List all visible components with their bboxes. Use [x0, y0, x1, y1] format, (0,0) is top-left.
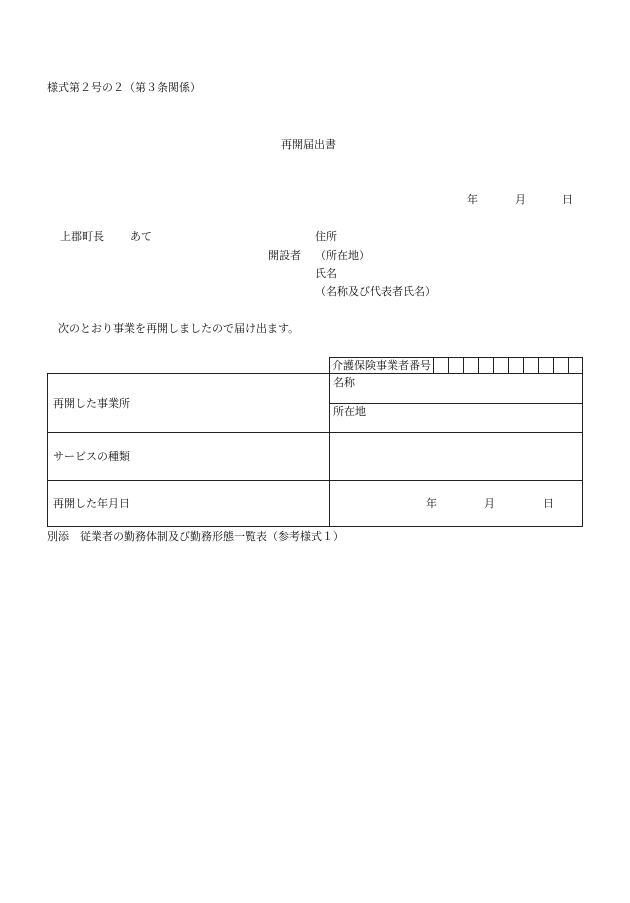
- digit-divider: [568, 357, 569, 374]
- row-label-service-type: サービスの種類: [53, 450, 130, 463]
- office-name-label: 名称: [333, 376, 355, 389]
- recipient: 上郡町長: [60, 230, 104, 243]
- table-row-divider: [47, 480, 583, 481]
- provider-box-right: [582, 357, 583, 374]
- digit-divider: [493, 357, 494, 374]
- table-column-divider: [329, 373, 330, 527]
- address-label: 住所: [315, 230, 337, 243]
- digit-divider: [523, 357, 524, 374]
- recipient-honorific: あて: [130, 230, 152, 243]
- provider-box-left: [329, 357, 330, 374]
- date-month-label: 月: [515, 193, 526, 206]
- provider-box-top: [329, 357, 583, 358]
- digit-divider: [433, 357, 434, 374]
- form-number: 様式第２号の２（第３条関係）: [47, 81, 201, 94]
- table-border-left: [47, 373, 48, 527]
- row-label-reopen-date: 再開した年月日: [53, 497, 130, 510]
- name-label: 氏名: [315, 267, 337, 280]
- digit-divider: [463, 357, 464, 374]
- digit-divider: [448, 357, 449, 374]
- digit-divider: [538, 357, 539, 374]
- name-sub-label: （名称及び代表者氏名）: [315, 285, 436, 298]
- applicant-label: 開設者: [268, 249, 301, 262]
- digit-divider: [553, 357, 554, 374]
- document-title: 再開届出書: [281, 138, 336, 151]
- reopen-date-day: 日: [543, 497, 554, 510]
- reopen-date-year: 年: [426, 497, 437, 510]
- address-sub-label: （所在地）: [315, 249, 370, 262]
- digit-divider: [478, 357, 479, 374]
- date-day-label: 日: [562, 193, 573, 206]
- notice-text: 次のとおり事業を再開しましたので届け出ます。: [58, 322, 300, 335]
- reopen-date-month: 月: [484, 497, 495, 510]
- table-row-divider: [47, 432, 583, 433]
- digit-divider: [508, 357, 509, 374]
- date-year-label: 年: [467, 193, 478, 206]
- attachment-note: 別添 従業者の勤務体制及び勤務形態一覧表（参考様式１）: [47, 530, 344, 543]
- row-label-reopened-office: 再開した事業所: [53, 397, 130, 410]
- table-border-right: [582, 373, 583, 527]
- table-border-bottom: [47, 526, 583, 527]
- table-border-top: [47, 373, 583, 374]
- table-row-divider: [329, 403, 583, 404]
- office-location-label: 所在地: [333, 405, 366, 418]
- provider-number-label: 介護保険事業者番号: [332, 359, 431, 372]
